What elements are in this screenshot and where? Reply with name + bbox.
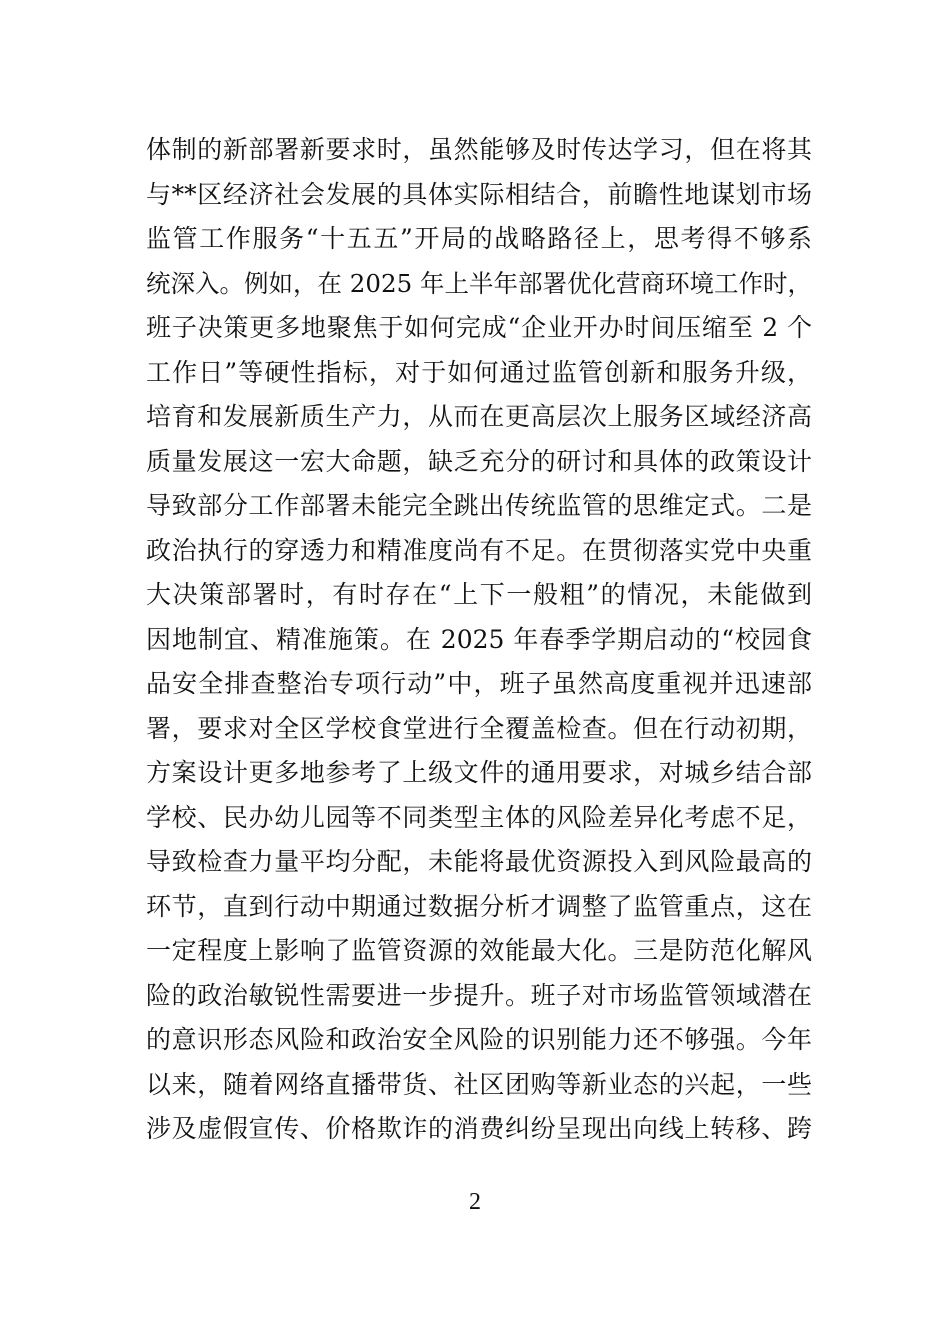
text-line: 一定程度上影响了监管资源的效能最大化。三是防范化解风 bbox=[146, 936, 812, 965]
text-line: 的意识形态风险和政治安全风险的识别能力还不够强。今年 bbox=[146, 1025, 812, 1054]
text-line: 与**区经济社会发展的具体实际相结合，前瞻性地谋划市场 bbox=[146, 179, 812, 209]
text-line: 导致部分工作部署未能完全跳出传统监管的思维定式。二是 bbox=[146, 491, 812, 520]
text-line: 方案设计更多地参考了上级文件的通用要求，对城乡结合部 bbox=[146, 758, 812, 787]
text-line: 导致检查力量平均分配，未能将最优资源投入到风险最高的 bbox=[146, 847, 812, 876]
text-line: 体制的新部署新要求时，虽然能够及时传达学习，但在将其 bbox=[146, 135, 812, 164]
text-line: 署，要求对全区学校食堂进行全覆盖检查。但在行动初期， bbox=[146, 713, 812, 743]
text-line: 监管工作服务“十五五”开局的战略路径上，思考得不够系 bbox=[146, 224, 812, 253]
text-line: 工作日”等硬性指标，对于如何通过监管创新和服务升级， bbox=[146, 357, 812, 387]
text-line: 学校、民办幼儿园等不同类型主体的风险差异化考虑不足， bbox=[146, 802, 812, 832]
text-line: 涉及虚假宣传、价格欺诈的消费纠纷呈现出向线上转移、跨 bbox=[146, 1114, 812, 1143]
text-line: 班子决策更多地聚焦于如何完成“企业开办时间压缩至 2 个 bbox=[146, 313, 812, 342]
text-line: 品安全排查整治专项行动”中，班子虽然高度重视并迅速部 bbox=[146, 669, 812, 698]
text-line: 因地制宜、精准施策。在 2025 年春季学期启动的“校园食 bbox=[146, 624, 812, 654]
text-line: 环节，直到行动中期通过数据分析才调整了监管重点，这在 bbox=[146, 891, 812, 921]
page-number: 2 bbox=[469, 1189, 481, 1215]
text-line: 政治执行的穿透力和精准度尚有不足。在贯彻落实党中央重 bbox=[146, 535, 812, 565]
text-line: 培育和发展新质生产力，从而在更高层次上服务区域经济高 bbox=[146, 402, 812, 431]
text-line: 质量发展这一宏大命题，缺乏充分的研讨和具体的政策设计 bbox=[146, 446, 812, 476]
text-line: 统深入。例如，在 2025 年上半年部署优化营商环境工作时， bbox=[146, 268, 812, 298]
text-line: 大决策部署时，有时存在“上下一般粗”的情况，未能做到 bbox=[146, 580, 812, 609]
text-line: 以来，随着网络直播带货、社区团购等新业态的兴起，一些 bbox=[146, 1069, 812, 1099]
text-line: 险的政治敏锐性需要进一步提升。班子对市场监管领域潜在 bbox=[146, 980, 812, 1010]
body-paragraph bbox=[146, 128, 812, 1152]
